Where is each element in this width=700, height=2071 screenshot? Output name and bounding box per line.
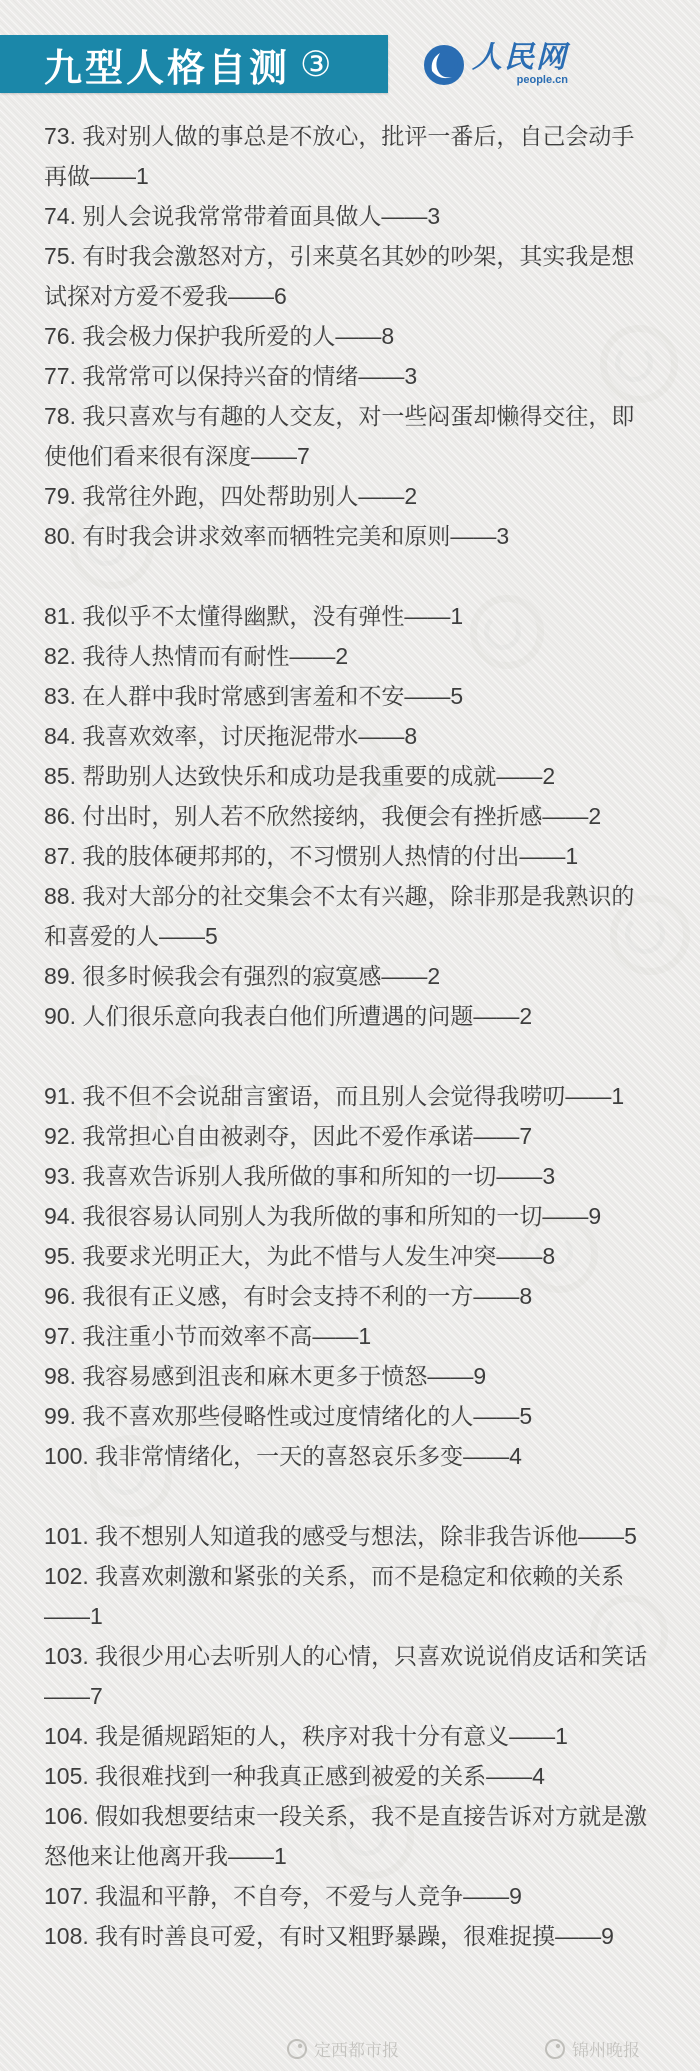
question-item (44, 1116, 656, 1156)
question-text: 我注重小节而效率不高 (82, 1323, 313, 1349)
question-text: 人们很乐意向我表白他们所遭遇的问题 (82, 1003, 474, 1029)
question-answer: 7 (90, 1683, 103, 1709)
question-answer: 8 (381, 323, 395, 349)
question-text: 我很有正义感，有时会支持不利的一方 (82, 1283, 474, 1309)
background-watermark-icon (470, 595, 544, 669)
question-text: 我很容易认同别人为我所做的事和所知的一切 (82, 1203, 543, 1229)
answer-dash: —— (90, 163, 136, 189)
question-number: 79. (44, 483, 83, 509)
question-answer: 6 (274, 283, 287, 309)
question-text: 我待人热情而有耐性 (82, 643, 290, 669)
question-text: 我对大部分的社交集会不太有兴趣，除非那是我熟识的和喜爱的人 (44, 883, 635, 949)
question-item (44, 1316, 656, 1356)
question-text: 有时我会讲求效率而牺牲完美和原则 (82, 523, 451, 549)
answer-dash: —— (159, 923, 205, 949)
question-answer: 5 (519, 1403, 533, 1429)
answer-dash: —— (450, 523, 497, 549)
question-text: 我喜欢刺激和紧张的关系，而不是稳定和依赖的关系 (95, 1563, 625, 1589)
answer-dash: —— (358, 483, 405, 509)
question-number: 89. (44, 963, 83, 989)
question-text: 在人群中我时常感到害羞和不安 (82, 683, 405, 709)
answer-dash: —— (358, 723, 405, 749)
question-answer: 3 (427, 203, 441, 229)
globe-icon (424, 45, 464, 85)
answer-dash: —— (312, 1323, 359, 1349)
question-answer: 1 (450, 603, 464, 629)
question-text: 别人会说我常常带着面具做人 (82, 203, 382, 229)
answer-dash: —— (335, 323, 382, 349)
question-answer: 1 (90, 1603, 103, 1629)
question-item (44, 236, 656, 316)
answer-dash: —— (542, 1203, 589, 1229)
question-item (44, 836, 656, 876)
answer-dash: —— (473, 1403, 520, 1429)
question-item (44, 196, 656, 236)
question-answer: 8 (404, 723, 418, 749)
question-number: 86. (44, 803, 83, 829)
question-number: 83. (44, 683, 83, 709)
background-watermark-icon (590, 1595, 668, 1673)
question-item (44, 1756, 656, 1796)
watermark-text: 定西都市报 (314, 2041, 399, 2060)
answer-dash: —— (44, 1603, 90, 1629)
question-number: 103. (44, 1643, 96, 1669)
question-number: 74. (44, 203, 83, 229)
question-item (44, 636, 656, 676)
answer-dash: —— (44, 1683, 90, 1709)
question-text: 我要求光明正大，为此不惜与人发生冲突 (82, 1243, 497, 1269)
question-item (44, 396, 656, 476)
question-number: 100. (44, 1443, 96, 1469)
answer-dash: —— (519, 843, 566, 869)
question-item (44, 1516, 656, 1556)
question-text: 我喜欢效率，讨厌拖泥带水 (82, 723, 359, 749)
question-answer: 2 (542, 763, 556, 789)
background-watermark-icon (610, 895, 690, 975)
question-answer: 8 (519, 1283, 533, 1309)
question-item (44, 1716, 656, 1756)
question-number: 105. (44, 1763, 96, 1789)
question-text: 我是循规蹈矩的人，秩序对我十分有意义 (95, 1723, 510, 1749)
question-answer: 9 (601, 1923, 614, 1949)
question-answer: 4 (532, 1763, 545, 1789)
question-text: 我温和平静，不自夸，不爱与人竞争 (95, 1883, 464, 1909)
question-text: 我常常可以保持兴奋的情绪 (82, 363, 359, 389)
question-item (44, 1556, 656, 1636)
question-text: 我不但不会说甜言蜜语，而且别人会觉得我唠叨 (82, 1083, 566, 1109)
background-watermark-icon (150, 1075, 234, 1159)
background-watermark-icon (90, 1435, 172, 1517)
answer-dash: —— (555, 1923, 602, 1949)
question-item (44, 996, 656, 1036)
question-text: 付出时，别人若不欣然接纳，我便会有挫折感 (82, 803, 543, 829)
question-number: 102. (44, 1563, 96, 1589)
question-answer: 7 (297, 443, 310, 469)
question-item (44, 1356, 656, 1396)
question-answer: 7 (519, 1123, 533, 1149)
question-number: 104. (44, 1723, 96, 1749)
question-number: 77. (44, 363, 83, 389)
header (0, 35, 700, 93)
question-number: 76. (44, 323, 83, 349)
question-number: 98. (44, 1363, 83, 1389)
question-answer: 1 (274, 1843, 287, 1869)
answer-dash: —— (289, 643, 336, 669)
question-number: 81. (44, 603, 83, 629)
answer-dash: —— (542, 803, 589, 829)
question-answer: 5 (624, 1523, 637, 1549)
question-text: 我会极力保护我所爱的人 (82, 323, 336, 349)
question-answer: 4 (509, 1443, 522, 1469)
background-watermark-icon (520, 1215, 598, 1293)
title-banner (0, 35, 388, 93)
question-answer: 9 (509, 1883, 522, 1909)
answer-dash: —— (565, 1083, 612, 1109)
question-answer: 1 (611, 1083, 625, 1109)
question-text: 我容易感到沮丧和麻木更多于愤怒 (82, 1363, 428, 1389)
question-answer: 2 (427, 963, 441, 989)
answer-dash: —— (228, 283, 274, 309)
question-answer: 2 (404, 483, 418, 509)
footer-watermarks (0, 2033, 700, 2065)
weibo-icon (286, 2038, 308, 2060)
question-text: 我很少用心去听别人的心情，只喜欢说说俏皮话和笑话 (95, 1643, 648, 1669)
question-text: 我常往外跑，四处帮助别人 (82, 483, 359, 509)
answer-dash: —— (381, 203, 428, 229)
question-text: 帮助别人达致快乐和成功是我重要的成就 (82, 763, 497, 789)
answer-dash: —— (473, 1003, 520, 1029)
question-number: 95. (44, 1243, 83, 1269)
question-answer: 2 (335, 643, 349, 669)
question-text: 我非常情绪化，一天的喜怒哀乐多变 (95, 1443, 464, 1469)
question-item (44, 676, 656, 716)
people-cn-logo (424, 43, 568, 86)
question-item (44, 876, 656, 956)
question-number: 107. (44, 1883, 96, 1909)
part-number-badge: ③ (300, 45, 332, 84)
question-answer: 9 (588, 1203, 602, 1229)
question-item (44, 476, 656, 516)
question-item (44, 116, 656, 196)
question-answer: 9 (473, 1363, 487, 1389)
question-answer: 1 (565, 843, 579, 869)
question-number: 87. (44, 843, 83, 869)
question-answer: 3 (404, 363, 418, 389)
question-text: 我常担心自由被剥夺，因此不爱作承诺 (82, 1123, 474, 1149)
question-text: 我不想别人知道我的感受与想法，除非我告诉他 (95, 1523, 579, 1549)
question-answer: 5 (450, 683, 464, 709)
question-item (44, 1916, 656, 1956)
question-text: 我似乎不太懂得幽默，没有弹性 (82, 603, 405, 629)
question-answer: 2 (519, 1003, 533, 1029)
watermark-text: 锦州晚报 (572, 2041, 640, 2060)
question-number: 101. (44, 1523, 96, 1549)
answer-dash: —— (228, 1843, 274, 1869)
background-watermark-icon (600, 325, 678, 403)
question-number: 88. (44, 883, 83, 909)
answer-dash: —— (463, 1443, 510, 1469)
answer-dash: —— (381, 963, 428, 989)
answer-dash: —— (496, 763, 543, 789)
answer-dash: —— (427, 1363, 474, 1389)
answer-dash: —— (486, 1763, 533, 1789)
question-text: 我只喜欢与有趣的人交友，对一些闷蛋却懒得交往，即使他们看来很有深度 (44, 403, 635, 469)
answer-dash: —— (463, 1883, 510, 1909)
question-item (44, 1156, 656, 1196)
background-watermark-icon (300, 725, 386, 811)
weibo-icon (544, 2038, 566, 2060)
question-number: 85. (44, 763, 83, 789)
answer-dash: —— (404, 603, 451, 629)
question-number: 90. (44, 1003, 83, 1029)
question-text: 我对别人做的事总是不放心，批评一番后，自己会动手再做 (44, 123, 635, 189)
question-text: 我喜欢告诉别人我所做的事和所知的一切 (82, 1163, 497, 1189)
question-number: 82. (44, 643, 83, 669)
questions-list (44, 116, 656, 1956)
answer-dash: —— (358, 363, 405, 389)
question-number: 92. (44, 1123, 83, 1149)
question-text: 有时我会激怒对方，引来莫名其妙的吵架，其实我是想试探对方爱不爱我 (44, 243, 635, 309)
question-item (44, 1876, 656, 1916)
question-number: 108. (44, 1923, 96, 1949)
question-number: 78. (44, 403, 83, 429)
question-text: 我有时善良可爱，有时又粗野暴躁，很难捉摸 (95, 1923, 556, 1949)
background-watermark-icon (70, 505, 154, 589)
question-item (44, 316, 656, 356)
answer-dash: —— (404, 683, 451, 709)
question-item (44, 1636, 656, 1716)
question-item (44, 1076, 656, 1116)
question-answer: 3 (542, 1163, 556, 1189)
question-answer: 1 (136, 163, 149, 189)
question-answer: 8 (542, 1243, 556, 1269)
question-number: 96. (44, 1283, 83, 1309)
question-number: 94. (44, 1203, 83, 1229)
question-number: 80. (44, 523, 83, 549)
question-text: 很多时候我会有强烈的寂寞感 (82, 963, 382, 989)
question-number: 75. (44, 243, 83, 269)
question-text: 我不喜欢那些侵略性或过度情绪化的人 (82, 1403, 474, 1429)
question-number: 84. (44, 723, 83, 749)
answer-dash: —— (509, 1723, 556, 1749)
question-item (44, 1396, 656, 1436)
watermark-right (544, 2036, 640, 2061)
question-number: 97. (44, 1323, 83, 1349)
question-number: 73. (44, 123, 83, 149)
question-text: 假如我想要结束一段关系，我不是直接告诉对方就是激怒他来让他离开我 (44, 1803, 648, 1869)
question-answer: 2 (588, 803, 602, 829)
question-text: 我很难找到一种我真正感到被爱的关系 (95, 1763, 487, 1789)
answer-dash: —— (578, 1523, 625, 1549)
question-text: 我的肢体硬邦邦的，不习惯别人热情的付出 (82, 843, 520, 869)
watermark-left (286, 2036, 399, 2061)
question-item (44, 956, 656, 996)
question-number: 99. (44, 1403, 83, 1429)
question-answer: 1 (358, 1323, 372, 1349)
answer-dash: —— (473, 1283, 520, 1309)
answer-dash: —— (473, 1123, 520, 1149)
question-number: 106. (44, 1803, 96, 1829)
question-item (44, 596, 656, 636)
logo-domain: people.cn (516, 74, 568, 86)
question-answer: 5 (205, 923, 218, 949)
question-item (44, 356, 656, 396)
answer-dash: —— (496, 1243, 543, 1269)
question-number: 93. (44, 1163, 83, 1189)
answer-dash: —— (496, 1163, 543, 1189)
logo-name: 人民网 (472, 41, 568, 74)
background-watermark-icon (330, 1795, 414, 1879)
question-answer: 3 (496, 523, 510, 549)
question-number: 91. (44, 1083, 83, 1109)
answer-dash: —— (251, 443, 297, 469)
page-title: 九型人格自测 (44, 47, 291, 90)
question-answer: 1 (555, 1723, 568, 1749)
